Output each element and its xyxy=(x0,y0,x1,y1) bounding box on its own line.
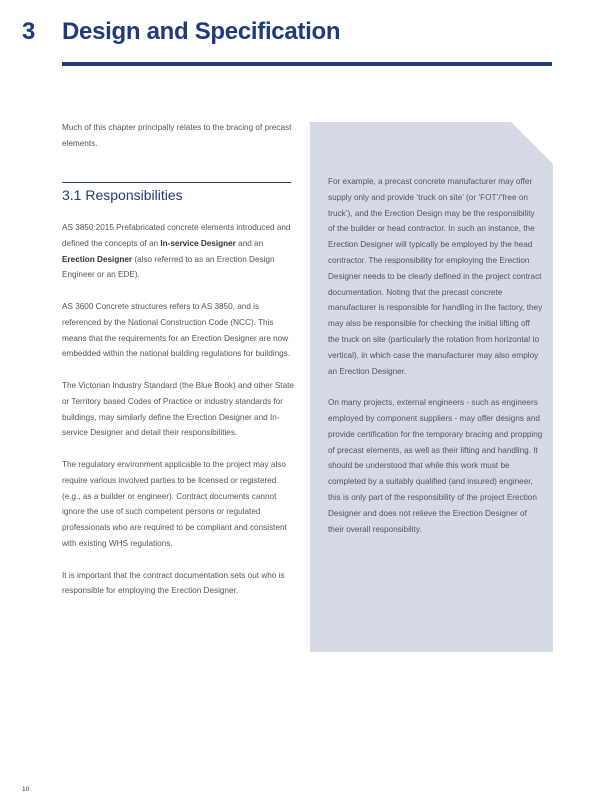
main-body xyxy=(62,220,294,615)
sidebar-paragraph-example: For example, a precast concrete manufacturer may offer supply only and provide ‘truck on site’ (or ‘FOT’/‘free on truck’), and the Erection Design may be the responsibility of the builder or head contractor. In such an instance, the Erection Designer will typically be employed by the head contractor. The responsibility for employing the Erection Designer needs to be clearly defined in the project contract documentation. Noting that the precast concrete manufacturer is responsible for handling in the factory, they may also be responsible for checking the initial lifting off the truck on site (particularly the rotation from horizontal to vertical), in which case the manufacturer may also employ an Erection Designer. xyxy=(328,177,543,376)
paragraph-designer-concepts: AS 3850:2015 Prefabricated concrete elements introduced and defined the concepts of an In-service Designer and an Erection Designer (also referred to as an Erection Design Engineer or an EDE). xyxy=(62,223,291,280)
section-title: 3.1 Responsibilities xyxy=(62,187,183,203)
chapter-number: 3 xyxy=(22,18,36,45)
sidebar-paragraph-external-engineers: On many projects, external engineers - such as engineers employed by component suppliers - may offer designs and provide certification for the temporary bracing and propping of precast elements, as well as their lifting and handling. It should be understood that while this work must be completed by a suitably qualified (and insured) engineer, this is only part of the responsibility of the project Erection Designer and does not relieve the Erection Designer of their overall responsibility. xyxy=(328,398,543,534)
sidebar-folded-corner xyxy=(511,122,553,164)
sidebar-callout xyxy=(310,122,553,652)
paragraph-blue-book: The Victorian Industry Standard (the Blue Book) and other State or Territory based Codes of Practice or industry standards for buildings, may similarly define the Erection Designer and In-service Designer and detail their responsibilities. xyxy=(62,380,294,438)
chapter-title: Design and Specification xyxy=(62,18,341,45)
sidebar-text xyxy=(328,174,543,553)
page-number: 10 xyxy=(22,786,30,793)
paragraph-contract: It is important that the contract documentation sets out who is responsible for employing the Erection Designer. xyxy=(62,570,285,596)
section-divider xyxy=(62,182,291,183)
paragraph-as3600: AS 3600 Concrete structures refers to AS 3850, and is referenced by the National Construction Code (NCC). This means that the requirements for an Erection Designer are now embedded within the national building regulations for buildings. xyxy=(62,301,291,359)
paragraph-regulatory: The regulatory environment applicable to the project may also require various involved parties to be licensed or registered (e.g., as a builder or engineer). Contract documents cannot ignore the use of such competent persons or regulated professionals who are required to be compliant and consistent with existing WHS regulations. xyxy=(62,459,287,548)
header-divider xyxy=(62,62,552,66)
intro-paragraph: Much of this chapter principally relates to the bracing of precast elements. xyxy=(62,123,292,148)
chapter-header xyxy=(22,18,582,48)
term-in-service-designer: In-service Designer xyxy=(160,238,236,248)
term-erection-designer: Erection Designer xyxy=(62,254,133,264)
